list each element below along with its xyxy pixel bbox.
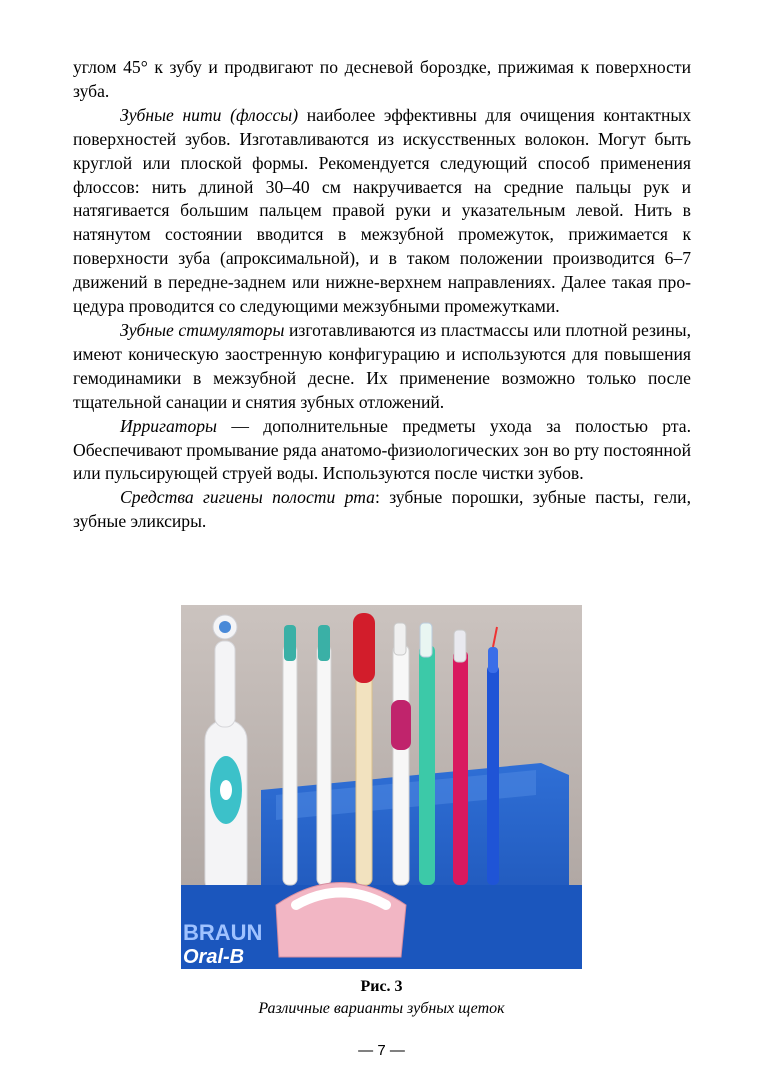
paragraph-continuation: углом 45° к зубу и продвигают по десневой бороздке, прижимая к поверхности зуба. <box>73 57 691 101</box>
term-floss: Зубные нити (флоссы) <box>120 104 299 125</box>
toothbrush-red <box>353 613 375 885</box>
term-stimulators: Зубные стимуляторы <box>120 319 285 340</box>
brand-label-oralb: Oral-B <box>183 946 245 968</box>
figure-label: Рис. 3 <box>360 978 403 995</box>
toothbrush-2 <box>317 625 331 885</box>
paragraph-hygiene-products: Средства гигиены полости рта: зубные порошки, зубные пасты, гели, зубные эликсиры. <box>73 487 691 532</box>
paragraph-irrigators: Ирригаторы — дополнительные предметы ухода за полостью рта. Обеспечивают промывание ряда анатомо-физиологических зон во рту постоянной или пульсирующей струей воды. Используются после чистки зубов. <box>73 415 691 484</box>
toothbrush-magenta <box>391 623 411 885</box>
toothbrush-blue <box>487 627 499 885</box>
toothbrush-green <box>419 623 435 885</box>
toothbrush-pink <box>453 630 468 885</box>
paragraph-stimulators: Зубные стимуляторы изготавливаются из пластмассы или плотной резины, имеют коническую заостренную конфигурацию и используются для повышения гемодинамики в межзубной десне. Их применение возможно только после тщательной санации и снятия зубных отложений. <box>73 319 691 412</box>
toothbrush-1 <box>283 625 297 885</box>
term-irrigators: Ирригаторы <box>120 415 217 436</box>
page-number: — 7 — <box>358 1042 405 1059</box>
brand-label-braun: BRAUN <box>183 920 263 945</box>
term-hygiene-products: Средства гигиены полости рта <box>120 487 375 508</box>
body-text <box>73 56 691 534</box>
figure-toothbrushes-photo <box>181 605 582 969</box>
dental-jaw-model <box>276 883 406 958</box>
toothbrushes-illustration <box>181 605 582 969</box>
figure-caption: Различные варианты зубных щеток <box>258 1000 505 1017</box>
paragraph-floss: Зубные нити (флоссы) наиболее эффективны для очищения контактных поверхностей зубов. Изготавливаются из искусственных волокон. Могут быть круглой или плоской формы. Рекомендуется следующий способ применения флоссов: нить длиной 30–40 см накручивается на средние пальцы рук и натягивается большим пальцем правой руки и указательным левой. Нить в натянутом состоянии вводится в межзубной промежуток, прижимается к поверхности зуба (апроксимальной), и в таком положении производится 6–7 движений в передне-заднем или нижне-верхнем направлениях. Далее такая процедура проводится со следующими межзубными промежутками. <box>73 104 691 317</box>
